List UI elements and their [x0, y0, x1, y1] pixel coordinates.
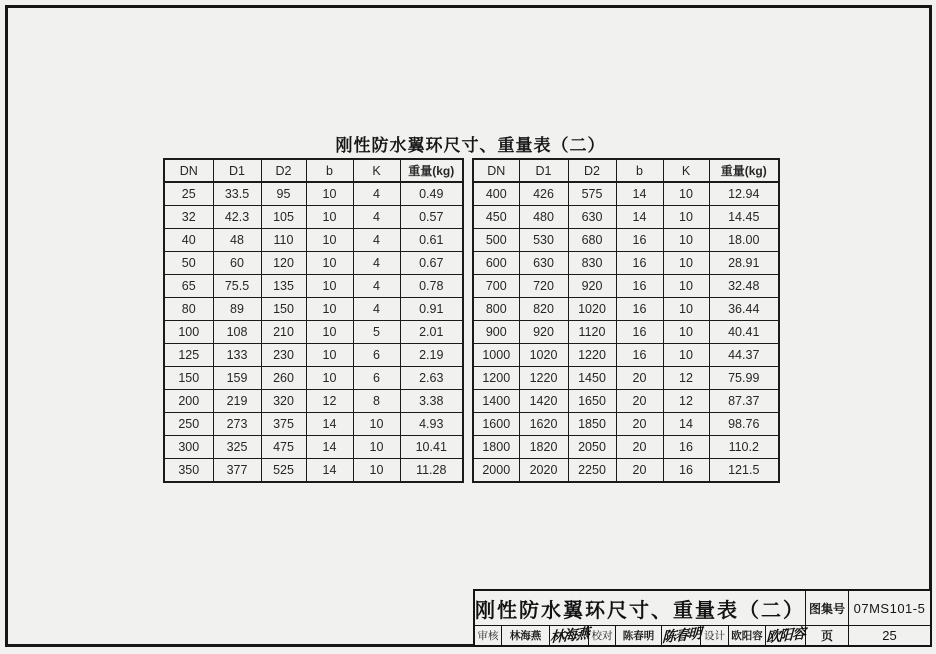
- table-cell: 20: [616, 367, 663, 390]
- dimension-tables: [163, 158, 780, 483]
- table-cell: 16: [616, 298, 663, 321]
- table-cell: 820: [519, 298, 568, 321]
- table-cell: 2000: [473, 459, 519, 483]
- table-cell: 6: [353, 344, 400, 367]
- table-cell: 16: [663, 459, 709, 483]
- table-cell: 14: [306, 459, 353, 483]
- table-cell: 44.37: [709, 344, 779, 367]
- table-cell: 273: [213, 413, 261, 436]
- table-cell: 150: [261, 298, 306, 321]
- table-cell: 40.41: [709, 321, 779, 344]
- table-cell: 4: [353, 182, 400, 206]
- column-header: 重量(kg): [400, 159, 463, 182]
- table-cell: 16: [616, 275, 663, 298]
- table-cell: 377: [213, 459, 261, 483]
- table-title: 刚性防水翼环尺寸、重量表（二）: [335, 136, 606, 155]
- table-cell: 250: [164, 413, 213, 436]
- column-header: D2: [568, 159, 616, 182]
- table-cell: 48: [213, 229, 261, 252]
- table-cell: 219: [213, 390, 261, 413]
- table-cell: 920: [519, 321, 568, 344]
- table-cell: 125: [164, 344, 213, 367]
- column-header: D1: [213, 159, 261, 182]
- table-cell: 1400: [473, 390, 519, 413]
- table-row: [473, 275, 779, 298]
- table-row: [473, 413, 779, 436]
- page-label: 页: [820, 629, 833, 643]
- table-cell: 2250: [568, 459, 616, 483]
- table-cell: 900: [473, 321, 519, 344]
- table-cell: 75.5: [213, 275, 261, 298]
- table-cell: 4: [353, 206, 400, 229]
- table-cell: 830: [568, 252, 616, 275]
- table-cell: 2.63: [400, 367, 463, 390]
- table-cell: 14: [663, 413, 709, 436]
- table-cell: 32: [164, 206, 213, 229]
- table-row: [164, 413, 463, 436]
- table-cell: 80: [164, 298, 213, 321]
- table-cell: 600: [473, 252, 519, 275]
- table-row: [164, 252, 463, 275]
- table-cell: 2020: [519, 459, 568, 483]
- table-cell: 16: [616, 321, 663, 344]
- table-cell: 10: [353, 413, 400, 436]
- table-row: [473, 367, 779, 390]
- table-cell: 500: [473, 229, 519, 252]
- table-cell: 20: [616, 459, 663, 483]
- column-header: 重量(kg): [709, 159, 779, 182]
- table-cell: 0.91: [400, 298, 463, 321]
- table-cell: 210: [261, 321, 306, 344]
- designer-name: 欧阳容: [729, 626, 766, 645]
- table-cell: 1800: [473, 436, 519, 459]
- column-header: b: [616, 159, 663, 182]
- dimension-table-right: [472, 158, 780, 483]
- table-cell: 20: [616, 413, 663, 436]
- table-row: [473, 206, 779, 229]
- table-row: [473, 298, 779, 321]
- table-cell: 10: [663, 182, 709, 206]
- table-cell: 10: [306, 229, 353, 252]
- table-cell: 1420: [519, 390, 568, 413]
- table-cell: 0.49: [400, 182, 463, 206]
- reviewer-label: 审核: [475, 626, 502, 645]
- table-cell: 10: [306, 344, 353, 367]
- table-cell: 1850: [568, 413, 616, 436]
- table-cell: 100: [164, 321, 213, 344]
- table-cell: 300: [164, 436, 213, 459]
- title-block-values: [848, 591, 930, 645]
- table-row: [473, 436, 779, 459]
- table-cell: 10.41: [400, 436, 463, 459]
- table-cell: 108: [213, 321, 261, 344]
- title-block: [473, 589, 932, 647]
- table-row: [473, 344, 779, 367]
- table-cell: 630: [568, 206, 616, 229]
- table-cell: 32.48: [709, 275, 779, 298]
- table-cell: 0.78: [400, 275, 463, 298]
- designer-label: 设计: [701, 626, 729, 645]
- table-cell: 14: [616, 182, 663, 206]
- table-cell: 8: [353, 390, 400, 413]
- table-cell: 1650: [568, 390, 616, 413]
- table-row: [164, 367, 463, 390]
- table-cell: 10: [353, 436, 400, 459]
- table-cell: 20: [616, 390, 663, 413]
- signature-row: [475, 626, 805, 645]
- table-row: [164, 390, 463, 413]
- reviewer-name: 林海燕: [502, 626, 550, 645]
- table-cell: 525: [261, 459, 306, 483]
- table-cell: 14.45: [709, 206, 779, 229]
- table-cell: 475: [261, 436, 306, 459]
- table-cell: 16: [616, 229, 663, 252]
- table-cell: 10: [306, 182, 353, 206]
- table-row: [473, 390, 779, 413]
- table-cell: 530: [519, 229, 568, 252]
- table-cell: 135: [261, 275, 306, 298]
- table-cell: 720: [519, 275, 568, 298]
- table-cell: 1220: [519, 367, 568, 390]
- table-cell: 14: [616, 206, 663, 229]
- table-cell: 75.99: [709, 367, 779, 390]
- table-row: [164, 229, 463, 252]
- column-header: K: [353, 159, 400, 182]
- table-cell: 25: [164, 182, 213, 206]
- table-cell: 4: [353, 275, 400, 298]
- table-cell: 40: [164, 229, 213, 252]
- page-number: 25: [882, 628, 897, 643]
- table-cell: 10: [663, 321, 709, 344]
- table-row: [164, 298, 463, 321]
- table-cell: 575: [568, 182, 616, 206]
- table-row: [164, 344, 463, 367]
- table-cell: 1450: [568, 367, 616, 390]
- table-cell: 10: [353, 459, 400, 483]
- table-cell: 4: [353, 229, 400, 252]
- table-cell: 28.91: [709, 252, 779, 275]
- table-cell: 400: [473, 182, 519, 206]
- column-header: D2: [261, 159, 306, 182]
- table-cell: 0.61: [400, 229, 463, 252]
- header-row: [164, 159, 463, 182]
- column-header: DN: [473, 159, 519, 182]
- table-cell: 60: [213, 252, 261, 275]
- table-cell: 105: [261, 206, 306, 229]
- table-cell: 10: [306, 298, 353, 321]
- atlas-number: 07MS101-5: [849, 591, 930, 626]
- table-cell: 320: [261, 390, 306, 413]
- table-row: [164, 436, 463, 459]
- table-row: [164, 182, 463, 206]
- dimension-table-left: [163, 158, 464, 483]
- table-cell: 230: [261, 344, 306, 367]
- table-cell: 10: [306, 206, 353, 229]
- table-cell: 150: [164, 367, 213, 390]
- table-cell: 10: [306, 321, 353, 344]
- table-cell: 110: [261, 229, 306, 252]
- table-cell: 10: [663, 206, 709, 229]
- table-cell: 16: [616, 252, 663, 275]
- table-cell: 10: [663, 344, 709, 367]
- table-cell: 200: [164, 390, 213, 413]
- table-cell: 0.67: [400, 252, 463, 275]
- header-row: [473, 159, 779, 182]
- checker-label: 校对: [589, 626, 616, 645]
- table-cell: 14: [306, 413, 353, 436]
- table-cell: 426: [519, 182, 568, 206]
- table-cell: 11.28: [400, 459, 463, 483]
- title-block-main: [475, 591, 805, 645]
- table-cell: 12.94: [709, 182, 779, 206]
- table-cell: 2.19: [400, 344, 463, 367]
- table-cell: 120: [261, 252, 306, 275]
- table-cell: 65: [164, 275, 213, 298]
- table-cell: 12: [663, 390, 709, 413]
- column-header: D1: [519, 159, 568, 182]
- table-cell: 2.01: [400, 321, 463, 344]
- table-cell: 10: [663, 275, 709, 298]
- table-row: [473, 459, 779, 483]
- table-cell: 10: [306, 275, 353, 298]
- table-cell: 36.44: [709, 298, 779, 321]
- table-cell: 375: [261, 413, 306, 436]
- table-cell: 121.5: [709, 459, 779, 483]
- table-cell: 350: [164, 459, 213, 483]
- table-cell: 3.38: [400, 390, 463, 413]
- table-cell: 1620: [519, 413, 568, 436]
- table-cell: 14: [306, 436, 353, 459]
- table-cell: 450: [473, 206, 519, 229]
- table-cell: 159: [213, 367, 261, 390]
- table-cell: 10: [663, 252, 709, 275]
- table-row: [473, 182, 779, 206]
- table-cell: 0.57: [400, 206, 463, 229]
- table-cell: 1020: [568, 298, 616, 321]
- table-cell: 630: [519, 252, 568, 275]
- checker-name: 陈春明: [616, 626, 662, 645]
- table-cell: 87.37: [709, 390, 779, 413]
- atlas-number-label: 图集号: [806, 591, 848, 626]
- table-cell: 4: [353, 252, 400, 275]
- table-cell: 480: [519, 206, 568, 229]
- table-cell: 700: [473, 275, 519, 298]
- title-block-title: 刚性防水翼环尺寸、重量表（二）: [475, 591, 805, 626]
- table-row: [473, 229, 779, 252]
- table-cell: 16: [663, 436, 709, 459]
- table-cell: 10: [306, 367, 353, 390]
- table-cell: 4: [353, 298, 400, 321]
- table-cell: 260: [261, 367, 306, 390]
- table-cell: 16: [616, 344, 663, 367]
- table-row: [164, 275, 463, 298]
- table-cell: 6: [353, 367, 400, 390]
- table-cell: 1000: [473, 344, 519, 367]
- table-cell: 20: [616, 436, 663, 459]
- table-cell: 110.2: [709, 436, 779, 459]
- table-cell: 18.00: [709, 229, 779, 252]
- table-cell: 1220: [568, 344, 616, 367]
- table-cell: 89: [213, 298, 261, 321]
- table-cell: 800: [473, 298, 519, 321]
- table-cell: 42.3: [213, 206, 261, 229]
- table-cell: 1200: [473, 367, 519, 390]
- table-row: [473, 252, 779, 275]
- table-row: [164, 459, 463, 483]
- table-cell: 1120: [568, 321, 616, 344]
- column-header: b: [306, 159, 353, 182]
- table-cell: 98.76: [709, 413, 779, 436]
- table-row: [164, 321, 463, 344]
- table-cell: 1600: [473, 413, 519, 436]
- table-cell: 325: [213, 436, 261, 459]
- table-cell: 133: [213, 344, 261, 367]
- table-cell: 1820: [519, 436, 568, 459]
- title-block-labels: [805, 591, 848, 645]
- table-cell: 12: [306, 390, 353, 413]
- table-cell: 2050: [568, 436, 616, 459]
- table-cell: 10: [306, 252, 353, 275]
- table-cell: 4.93: [400, 413, 463, 436]
- table-cell: 5: [353, 321, 400, 344]
- table-cell: 680: [568, 229, 616, 252]
- table-row: [473, 321, 779, 344]
- column-header: K: [663, 159, 709, 182]
- table-cell: 920: [568, 275, 616, 298]
- table-cell: 12: [663, 367, 709, 390]
- reviewer-signature: 林海燕: [549, 624, 589, 645]
- checker-signature: 陈春明: [661, 624, 701, 645]
- table-cell: 10: [663, 298, 709, 321]
- table-row: [164, 206, 463, 229]
- column-header: DN: [164, 159, 213, 182]
- table-cell: 95: [261, 182, 306, 206]
- table-cell: 10: [663, 229, 709, 252]
- designer-signature: 欧阳容: [765, 624, 806, 645]
- table-cell: 33.5: [213, 182, 261, 206]
- table-cell: 1020: [519, 344, 568, 367]
- table-cell: 50: [164, 252, 213, 275]
